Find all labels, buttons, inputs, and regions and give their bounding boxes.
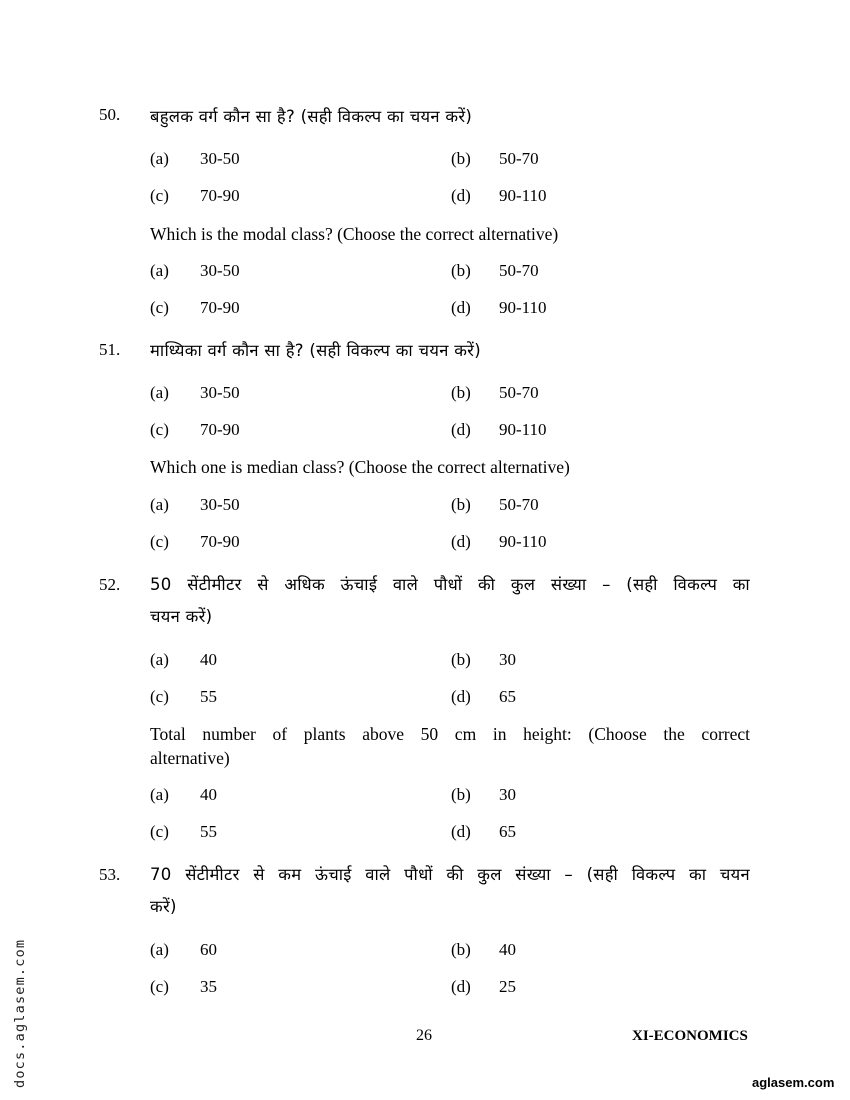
option-label: (d): [451, 822, 471, 841]
option-label: (d): [451, 186, 471, 205]
option-value: 65: [499, 687, 516, 706]
option-value: 40: [499, 940, 516, 959]
option-label: (a): [150, 495, 169, 514]
option-label: (b): [451, 785, 471, 804]
option-value: 55: [200, 687, 217, 706]
option-label: (b): [451, 149, 471, 168]
option-label: (d): [451, 977, 471, 996]
option-value: 40: [200, 650, 217, 669]
question-text-english: Which one is median class? (Choose the correct alternative): [150, 457, 570, 477]
question-text-english-line-1: Total number of plants above 50 cm in height: (Choose the correct: [150, 724, 750, 744]
option-value: 90-110: [499, 186, 547, 205]
option-value: 30-50: [200, 383, 240, 402]
question-text-english: Which is the modal class? (Choose the correct alternative): [150, 224, 559, 244]
option-value: 90-110: [499, 420, 547, 439]
option-value: 30-50: [200, 495, 240, 514]
option-label: (d): [451, 687, 471, 706]
option-label: (c): [150, 420, 169, 439]
option-value: 30: [499, 650, 516, 669]
option-label: (d): [451, 420, 471, 439]
question-text-hindi: बहुलक वर्ग कौन सा है? (सही विकल्प का चयन करें): [150, 107, 473, 126]
watermark-text: docs.aglasem.com: [12, 938, 28, 1088]
option-value: 90-110: [499, 298, 547, 317]
subject-code: XI-ECONOMICS: [632, 1028, 748, 1044]
option-value: 30-50: [200, 149, 240, 168]
option-value: 50-70: [499, 383, 539, 402]
option-value: 60: [200, 940, 217, 959]
question-text-hindi: माध्यिका वर्ग कौन सा है? (सही विकल्प का चयन करें): [150, 341, 481, 360]
option-label: (a): [150, 149, 169, 168]
question-text-hindi-line-1: 50 सेंटीमीटर से अधिक ऊंचाई वाले पौधों की कुल संख्या – (सही विकल्प का: [150, 575, 750, 594]
option-label: (c): [150, 822, 169, 841]
question-number: 50.: [99, 105, 121, 124]
option-value: 50-70: [499, 261, 539, 280]
option-label: (b): [451, 940, 471, 959]
option-value: 70-90: [200, 420, 240, 439]
option-label: (a): [150, 940, 169, 959]
option-label: (a): [150, 650, 169, 669]
option-value: 35: [200, 977, 217, 996]
option-value: 70-90: [200, 186, 240, 205]
brand-link[interactable]: aglasem.com: [752, 1075, 835, 1090]
option-label: (a): [150, 383, 169, 402]
option-value: 30: [499, 785, 516, 804]
option-value: 70-90: [200, 298, 240, 317]
question-text-hindi-line-1: 70 सेंटीमीटर से कम ऊंचाई वाले पौधों की कुल संख्या – (सही विकल्प का चयन: [150, 865, 750, 884]
option-value: 25: [499, 977, 516, 996]
option-label: (c): [150, 687, 169, 706]
option-value: 40: [200, 785, 217, 804]
option-label: (c): [150, 532, 169, 551]
question-text-english-line-2: alternative): [150, 748, 230, 768]
question-number: 51.: [99, 340, 121, 359]
option-label: (b): [451, 383, 471, 402]
option-value: 30-50: [200, 261, 240, 280]
option-label: (b): [451, 261, 471, 280]
option-value: 90-110: [499, 532, 547, 551]
page-number: 26: [416, 1027, 432, 1044]
option-label: (c): [150, 298, 169, 317]
question-number: 52.: [99, 575, 121, 594]
option-label: (d): [451, 298, 471, 317]
option-label: (a): [150, 785, 169, 804]
option-label: (c): [150, 186, 169, 205]
option-value: 55: [200, 822, 217, 841]
option-value: 50-70: [499, 149, 539, 168]
option-value: 70-90: [200, 532, 240, 551]
option-label: (c): [150, 977, 169, 996]
option-label: (b): [451, 650, 471, 669]
question-text-hindi-line-2: करें): [150, 897, 177, 916]
question-text-hindi-line-2: चयन करें): [150, 607, 213, 626]
option-value: 65: [499, 822, 516, 841]
question-number: 53.: [99, 865, 121, 884]
option-value: 50-70: [499, 495, 539, 514]
option-label: (b): [451, 495, 471, 514]
option-label: (d): [451, 532, 471, 551]
option-label: (a): [150, 261, 169, 280]
